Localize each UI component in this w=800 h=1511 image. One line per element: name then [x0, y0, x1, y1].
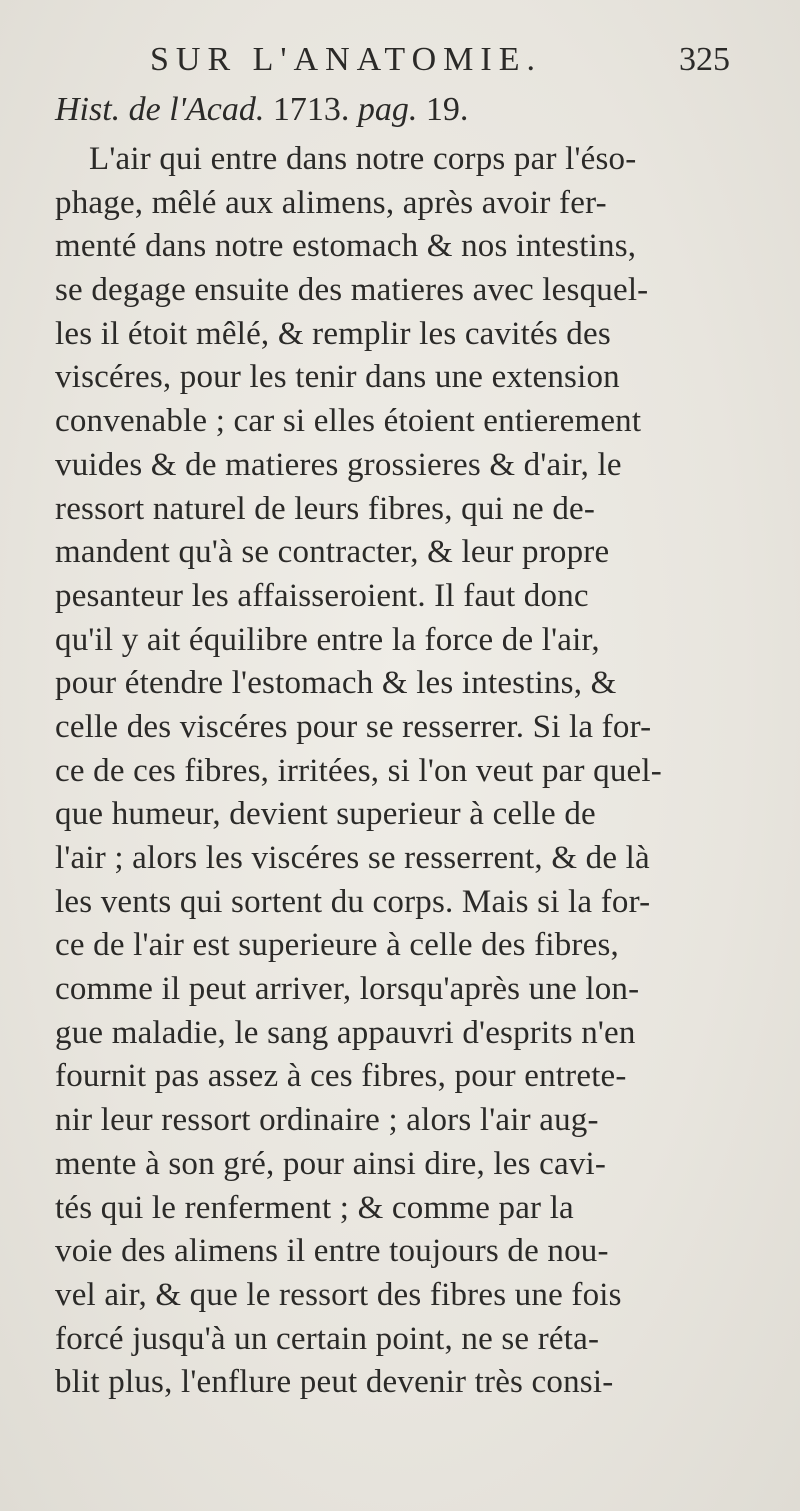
text-line: pour étendre l'estomach & les intestins, & [55, 665, 617, 702]
text-line: comme il peut arriver, lorsqu'après une lon- [55, 971, 640, 1008]
text-line: se degage ensuite des matieres avec lesquel- [55, 272, 649, 309]
text-line: forcé jusqu'à un certain point, ne se réta- [55, 1320, 600, 1357]
citation-page: 19. [425, 91, 469, 128]
citation-line [55, 86, 468, 134]
text-line: vel air, & que le ressort des fibres une fois [55, 1276, 622, 1313]
text-line: les vents qui sortent du corps. Mais si la for- [55, 883, 651, 920]
citation-page-label: pag. [357, 91, 418, 128]
text-line: voie des alimens il entre toujours de nou- [55, 1233, 609, 1270]
citation-year: 1713. [272, 91, 350, 128]
body-paragraph [55, 138, 755, 1405]
page-number: 325 [679, 41, 730, 78]
text-line: l'air ; alors les viscéres se resserrent, & de là [55, 840, 650, 876]
text-line: nir leur ressort ordinaire ; alors l'air aug- [55, 1102, 599, 1139]
text-line: viscéres, pour les tenir dans une extension [55, 359, 620, 396]
text-line: mandent qu'à se contracter, & leur propre [55, 534, 610, 571]
text-line: gue maladie, le sang appauvri d'esprits n'en [55, 1014, 636, 1051]
text-line: menté dans notre estomach & nos intestins, [55, 228, 637, 265]
text-line: mente à son gré, pour ainsi dire, les cavi- [55, 1145, 607, 1182]
text-line: convenable ; car si elles étoient entierement [55, 403, 642, 440]
running-title: SUR L'ANATOMIE. [150, 41, 542, 78]
text-line: ressort naturel de leurs fibres, qui ne de- [55, 490, 596, 527]
text-line: pesanteur les affaisseroient. Il faut donc [55, 577, 589, 614]
text-line: que humeur, devient superieur à celle de [55, 796, 596, 833]
text-line: fournit pas assez à ces fibres, pour entrete- [55, 1058, 627, 1095]
text-line: les il étoit mêlé, & remplir les cavités des [55, 315, 611, 352]
text-line: ce de l'air est superieure à celle des fibres, [55, 927, 619, 964]
text-line: phage, mêlé aux alimens, après avoir fer- [55, 184, 607, 221]
page-header [150, 36, 730, 84]
citation-source: Hist. de l'Acad. [55, 91, 265, 128]
text-line: ce de ces fibres, irritées, si l'on veut par quel- [55, 752, 662, 789]
text-line: tés qui le renferment ; & comme par la [55, 1189, 574, 1226]
text-line: L'air qui entre dans notre corps par l'éso- [89, 141, 637, 177]
text-line: blit plus, l'enflure peut devenir très consi- [55, 1364, 614, 1401]
text-line: qu'il y ait équilibre entre la force de l'air, [55, 621, 600, 658]
text-line: celle des viscéres pour se resserrer. Si la for- [55, 708, 652, 745]
text-line: vuides & de matieres grossieres & d'air, le [55, 446, 622, 483]
